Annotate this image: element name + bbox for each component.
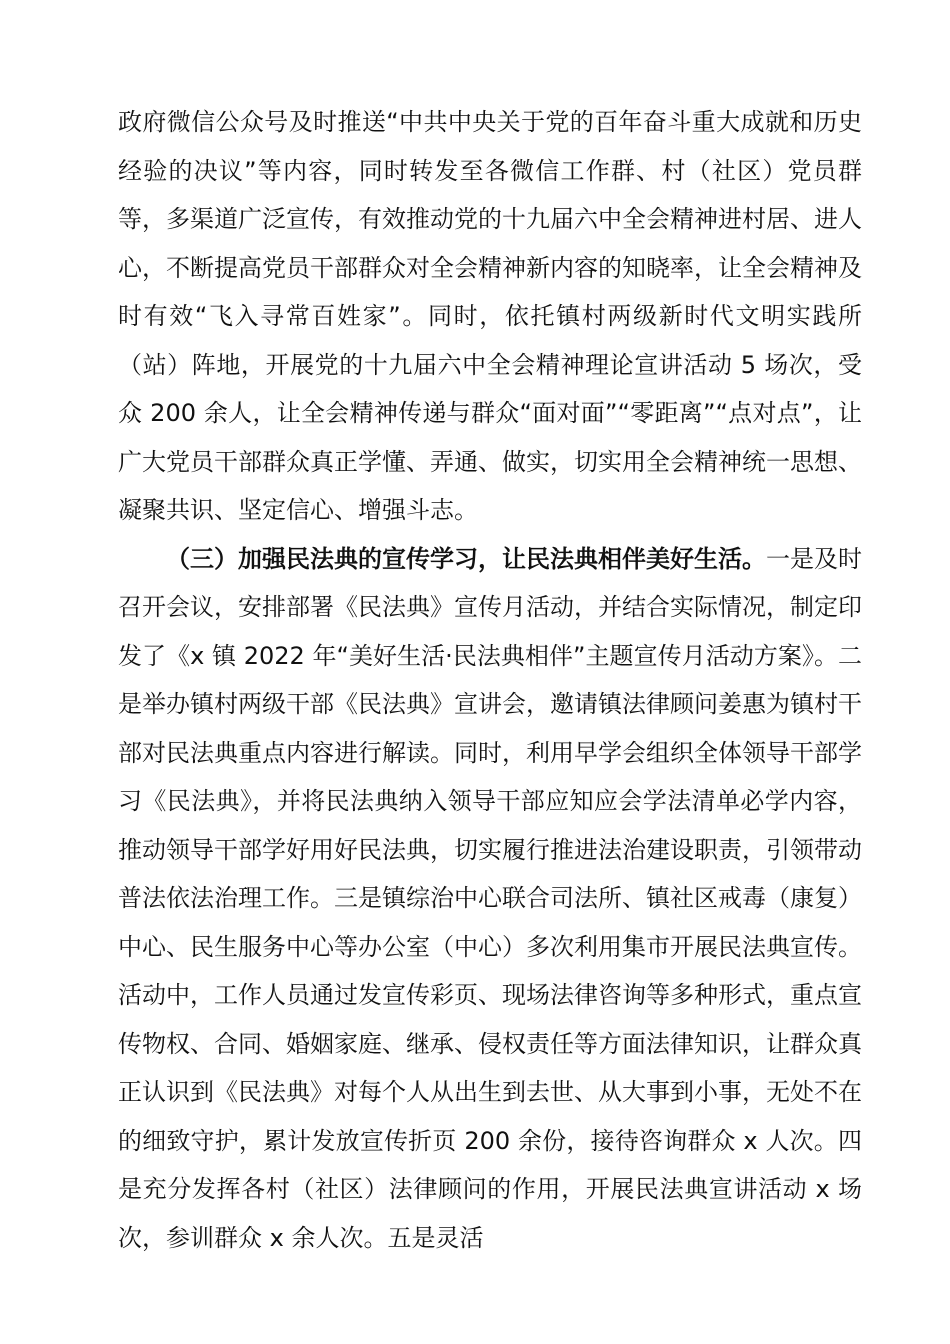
paragraph-continued: 政府微信公众号及时推送“中共中央关于党的百年奋斗重大成就和历史经验的决议”等内容，同时转发至各微信工作群、村（社区）党员群等，多渠道广泛宣传，有效推动党的十九届六中全会精神进村居、进人心，不断提高党员干部群众对全会精神新内容的知晓率，让全会精神及时有效“飞入寻常百姓家”。同时，依托镇村两级新时代文明实践所（站）阵地，开展党的十九届六中全会精神理论宣讲活动 5 场次，受众 200 余人，让全会精神传递与群众“面对面”“零距离”“点对点”，让广大党员干部群众真正学懂、弄通、做实，切实用全会精神统一思想、凝聚共识、坚定信心、增强斗志。 xyxy=(118,108,862,524)
section-heading: （三）加强民法典的宣传学习，让民法典相伴美好生活。 xyxy=(166,544,766,573)
section-body: 一是及时召开会议，安排部署《民法典》宣传月活动，并结合实际情况，制定印发了《x 镇 2022 年“美好生活·民法典相伴”主题宣传月活动方案》。二是举办镇村两级干部《民法典》宣讲会，邀请镇法律顾问姜惠为镇村干部对民法典重点内容进行解读。同时，利用早学会组织全体领导干部学习《民法典》，并将民法典纳入领导干部应知应会学法清单必学内容，推动领导干部学好用好民法典，切实履行推进法治建设职责，引领带动普法依法治理工作。三是镇综治中心联合司法所、镇社区戒毒（康复）中心、民生服务中心等办公室（中心）多次利用集市开展民法典宣传。活动中，工作人员通过发宣传彩页、现场法律咨询等多种形式，重点宣传物权、合同、婚姻家庭、继承、侵权责任等方面法律知识，让群众真正认识到《民法典》对每个人从出生到去世、从大事到小事，无处不在的细致守护，累计发放宣传折页 200 余份，接待咨询群众 x 人次。四是充分发挥各村（社区）法律顾问的作用，开展民法典宣讲活动 x 场次，参训群众 x 余人次。五是灵活 xyxy=(118,544,862,1252)
document-body xyxy=(118,98,862,1262)
paragraph-civil-code xyxy=(118,535,862,1263)
